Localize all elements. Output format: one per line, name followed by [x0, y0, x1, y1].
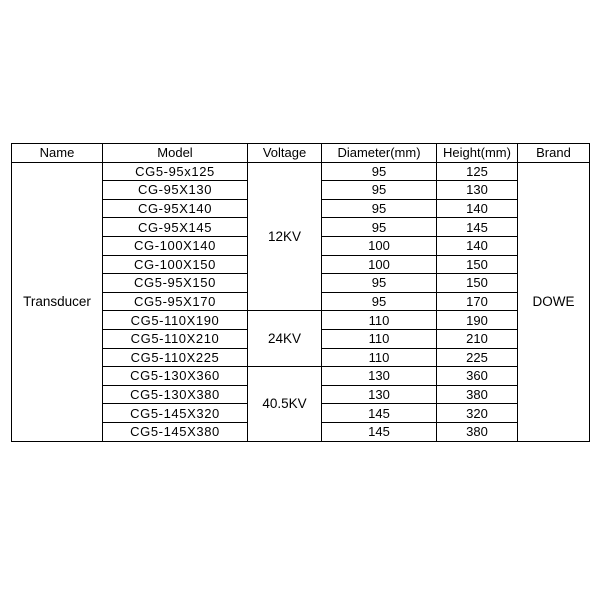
height-cell: 225	[437, 348, 518, 367]
height-cell: 320	[437, 404, 518, 423]
model-cell: CG5-95x125	[103, 162, 248, 181]
model-cell: CG5-145X380	[103, 422, 248, 441]
model-cell: CG-95X140	[103, 199, 248, 218]
height-cell: 360	[437, 367, 518, 386]
header-voltage: Voltage	[248, 144, 322, 163]
height-cell: 380	[437, 385, 518, 404]
voltage-cell: 12KV	[248, 162, 322, 311]
height-cell: 145	[437, 218, 518, 237]
diameter-cell: 95	[322, 181, 437, 200]
height-cell: 125	[437, 162, 518, 181]
diameter-cell: 100	[322, 255, 437, 274]
model-cell: CG-100X150	[103, 255, 248, 274]
header-model: Model	[103, 144, 248, 163]
diameter-cell: 95	[322, 218, 437, 237]
diameter-cell: 95	[322, 162, 437, 181]
model-cell: CG5-110X210	[103, 329, 248, 348]
model-cell: CG5-110X190	[103, 311, 248, 330]
model-cell: CG5-110X225	[103, 348, 248, 367]
model-cell: CG-100X140	[103, 236, 248, 255]
model-cell: CG5-145X320	[103, 404, 248, 423]
model-cell: CG5-95X150	[103, 274, 248, 293]
height-cell: 150	[437, 274, 518, 293]
height-cell: 140	[437, 199, 518, 218]
diameter-cell: 110	[322, 329, 437, 348]
diameter-cell: 145	[322, 422, 437, 441]
spec-table	[11, 143, 590, 442]
height-cell: 140	[437, 236, 518, 255]
model-cell: CG-95X130	[103, 181, 248, 200]
header-row	[12, 144, 590, 163]
diameter-cell: 110	[322, 311, 437, 330]
diameter-cell: 130	[322, 367, 437, 386]
height-cell: 380	[437, 422, 518, 441]
voltage-cell: 24KV	[248, 311, 322, 367]
model-cell: CG5-130X380	[103, 385, 248, 404]
model-cell: CG-95X145	[103, 218, 248, 237]
header-brand: Brand	[518, 144, 590, 163]
height-cell: 190	[437, 311, 518, 330]
diameter-cell: 95	[322, 274, 437, 293]
model-cell: CG5-130X360	[103, 367, 248, 386]
height-cell: 130	[437, 181, 518, 200]
header-diameter: Diameter(mm)	[322, 144, 437, 163]
model-cell: CG5-95X170	[103, 292, 248, 311]
name-cell: Transducer	[12, 162, 103, 441]
diameter-cell: 95	[322, 292, 437, 311]
diameter-cell: 110	[322, 348, 437, 367]
height-cell: 170	[437, 292, 518, 311]
voltage-cell: 40.5KV	[248, 367, 322, 441]
diameter-cell: 95	[322, 199, 437, 218]
brand-cell: DOWE	[518, 162, 590, 441]
diameter-cell: 145	[322, 404, 437, 423]
diameter-cell: 130	[322, 385, 437, 404]
header-name: Name	[12, 144, 103, 163]
table-row	[12, 162, 590, 181]
height-cell: 150	[437, 255, 518, 274]
height-cell: 210	[437, 329, 518, 348]
diameter-cell: 100	[322, 236, 437, 255]
header-height: Height(mm)	[437, 144, 518, 163]
